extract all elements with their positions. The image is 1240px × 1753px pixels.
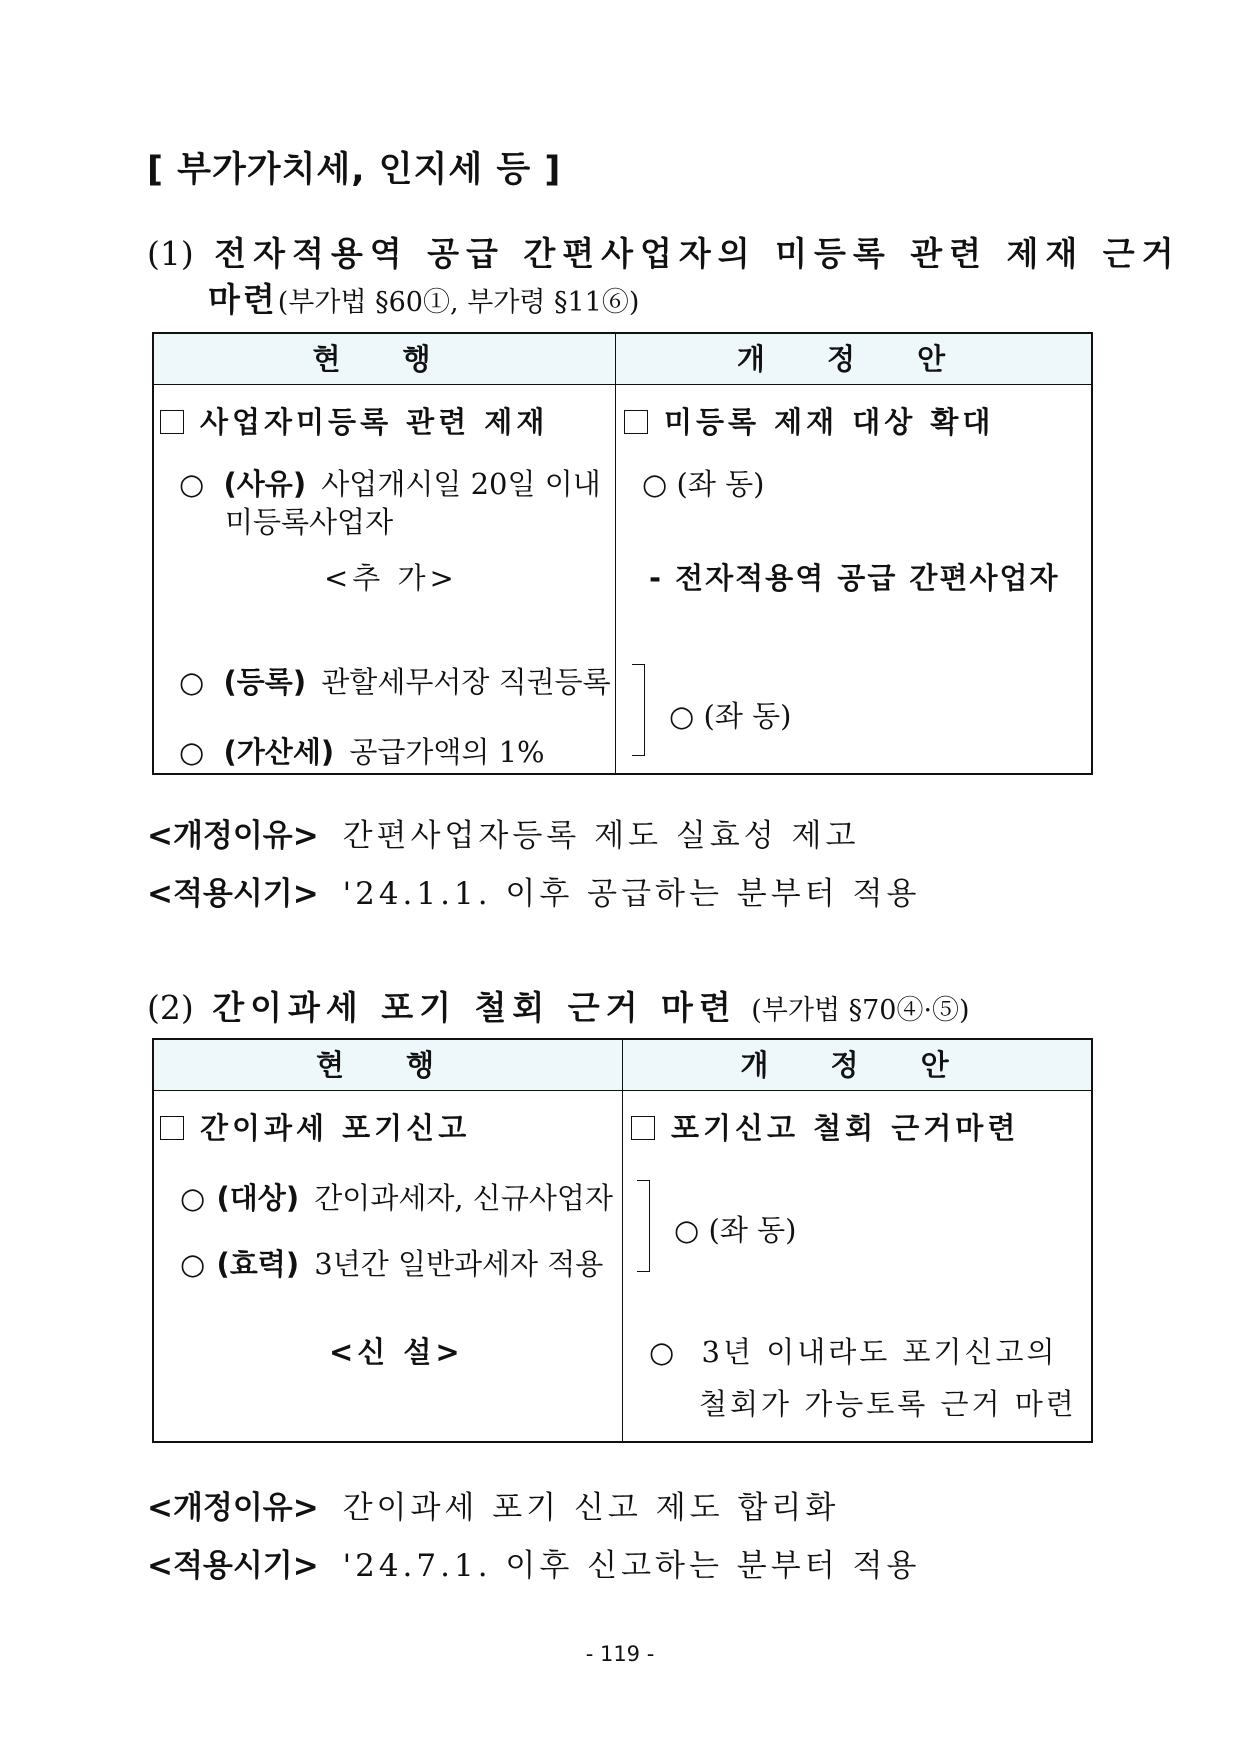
item1-reason	[147, 810, 859, 855]
item1-apply-text: '24.1.1. 이후 공급하는 분부터 적용	[342, 876, 921, 912]
item2-reason-text: 간이과세 포기 신고 제도 합리화	[342, 1490, 840, 1526]
reason-same: ○ (좌 동)	[642, 467, 765, 501]
target-text: 간이과세자, 신규사업자	[314, 1181, 613, 1215]
checkbox-square-icon	[631, 1116, 655, 1140]
register-label: (등록)	[223, 665, 307, 699]
new-marker: <신 설>	[329, 1335, 464, 1369]
item2-reason-label: <개정이유>	[147, 1490, 319, 1526]
item1-reason-text: 간편사업자등록 제도 실효성 제고	[342, 818, 860, 854]
column-divider	[615, 334, 616, 773]
item2-comparison-table	[152, 1038, 1093, 1443]
bracket-same: ○ (좌 동)	[669, 699, 792, 733]
item2-apply-label: <적용시기>	[147, 1548, 319, 1584]
circle-bullet-icon: ○	[179, 735, 205, 769]
item1-comparison-table	[152, 332, 1093, 775]
reason-label: (사유)	[223, 467, 307, 501]
item2-ref: (부가법 §70④·⑤)	[751, 995, 970, 1026]
header-proposed: 개 정 안	[736, 342, 972, 376]
penalty-row	[179, 730, 545, 771]
header-current: 현 행	[312, 342, 457, 376]
register-row	[179, 660, 611, 701]
target-row	[180, 1176, 613, 1217]
checkbox-square-icon	[160, 410, 184, 434]
circle-bullet-icon: ○	[649, 1335, 675, 1369]
item1-title: 전자적용역 공급 간편사업자의 미등록 관련 제재 근거	[214, 234, 1181, 273]
item2-number: (2)	[147, 988, 194, 1027]
register-text: 관할세무서장 직권등록	[321, 665, 611, 699]
circle-bullet-icon: ○	[180, 1247, 206, 1281]
effect-row	[180, 1242, 603, 1283]
add-marker: <추 가>	[324, 561, 458, 595]
reason-row	[179, 462, 601, 503]
item1-title-line2	[208, 274, 639, 321]
checkbox-square-icon	[624, 410, 648, 434]
current-box-item: 간이과세 포기신고	[160, 1106, 470, 1147]
page-number: - 119 -	[585, 1642, 655, 1666]
new-row	[649, 1330, 1058, 1371]
right-bracket-icon	[632, 664, 645, 756]
item1-number: (1)	[147, 234, 194, 273]
header-current: 현 행	[315, 1048, 461, 1082]
add-item: - 전자적용역 공급 간편사업자	[649, 561, 1060, 595]
section-title: [ 부가가치세, 인지세 등 ]	[147, 150, 562, 190]
effect-label: (효력)	[216, 1247, 300, 1281]
effect-text: 3년간 일반과세자 적용	[314, 1247, 604, 1281]
reason-text-cont: 미등록사업자	[225, 505, 394, 539]
new-text: 3년 이내라도 포기신고의	[701, 1335, 1058, 1369]
circle-bullet-icon: ○	[180, 1181, 206, 1215]
item1-reason-label: <개정이유>	[147, 818, 319, 854]
penalty-text: 공급가액의 1%	[349, 735, 545, 769]
circle-bullet-icon: ○	[179, 665, 205, 699]
item2-apply	[147, 1540, 920, 1585]
item2-title-line	[147, 982, 970, 1029]
item2-reason	[147, 1482, 839, 1527]
new-text-cont: 철회가 가능토록 근거 마련	[699, 1387, 1077, 1421]
penalty-label: (가산세)	[223, 735, 335, 769]
target-label: (대상)	[216, 1181, 300, 1215]
item1-title-line1	[147, 228, 1181, 275]
item2-apply-text: '24.7.1. 이후 신고하는 분부터 적용	[342, 1548, 921, 1584]
reason-text: 사업개시일 20일 이내	[321, 467, 601, 501]
right-bracket-icon	[637, 1180, 650, 1272]
column-divider	[622, 1040, 623, 1441]
item2-title: 간이과세 포기 철회 근거 마련	[212, 988, 737, 1027]
current-box-item: 사업자미등록 관련 제재	[160, 400, 548, 441]
circle-bullet-icon: ○	[179, 467, 205, 501]
item1-ref: (부가법 §60①, 부가령 §11⑥)	[277, 287, 640, 318]
item1-apply	[147, 868, 920, 913]
proposed-box-item: 미등록 제재 대상 확대	[624, 400, 994, 441]
header-proposed: 개 정 안	[740, 1048, 975, 1082]
checkbox-square-icon	[160, 1116, 184, 1140]
bracket-same: ○ (좌 동)	[674, 1213, 797, 1247]
item1-apply-label: <적용시기>	[147, 876, 319, 912]
item1-title-cont: 마련	[208, 280, 278, 319]
proposed-box-item: 포기신고 철회 근거마련	[631, 1106, 1019, 1147]
